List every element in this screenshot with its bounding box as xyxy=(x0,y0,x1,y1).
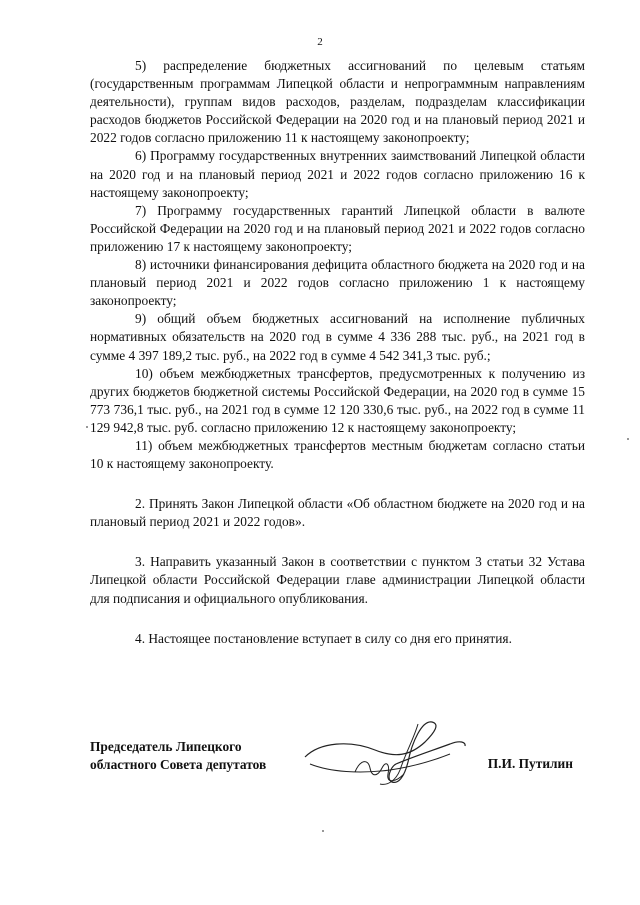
paragraph-8: 8) источники финансирования дефицита областного бюджета на 2020 год и на плановый период 2021 и 2022 годов согласно приложению 1 к настоящему законопроекту; xyxy=(90,257,585,309)
paragraph-10: 10) объем межбюджетных трансфертов, предусмотренных к получению из других бюджетов бюджетной системы Российской Федерации, на 2020 год в сумме 15 773 736,1 тыс. руб., на 2021 год в сумме 12 120 330,6 тыс. руб., на 2022 год в сумме 11 129 942,8 тыс. руб. согласно приложению 12 к настоящему законопроекту; xyxy=(90,365,585,435)
scan-speck xyxy=(627,438,629,440)
paragraph-5: 5) распределение бюджетных ассигнований по целевым статьям (государственным программам Липецкой области и непрограммным направлениям деятельности), группам видов расходов, разделам, подразделам классификации расходов бюджетов Российской Федерации на 2020 год и на плановый период 2021 и 2022 годов согласно приложению 11 к настоящему законопроекту; xyxy=(90,58,585,146)
signatory-title xyxy=(90,738,266,773)
item-4: 4. Настоящее постановление вступает в силу со дня его принятия. xyxy=(135,630,512,646)
page-number: 2 xyxy=(317,36,323,48)
scan-speck xyxy=(86,426,88,428)
paragraph-6: 6) Программу государственных внутренних заимствований Липецкой области на 2020 год и на плановый период 2021 и 2022 годов согласно приложению 16 к настоящему законопроекту; xyxy=(90,148,585,200)
item-2: 2. Принять Закон Липецкой области «Об областном бюджете на 2020 год и на плановый период 2021 и 2022 годов». xyxy=(90,496,585,530)
scan-speck xyxy=(322,830,324,832)
item-3: 3. Направить указанный Закон в соответствии с пунктом 3 статьи 32 Устава Липецкой области Российской Федерации главе администрации Липецкой области для подписания и официального опубликования. xyxy=(90,554,585,606)
signatory-title-line2: областного Совета депутатов xyxy=(90,756,267,772)
paragraph-11: 11) объем межбюджетных трансфертов местным бюджетам согласно статьи 10 к настоящему законопроекту. xyxy=(90,437,585,472)
paragraph-9: 9) общий объем бюджетных ассигнований на исполнение публичных нормативных обязательств на 2020 год в сумме 4 336 288 тыс. руб., на 2021 год в сумме 4 397 189,2 тыс. руб., на 2022 год в сумме 4 542 341,3 тыс. руб.; xyxy=(90,311,585,363)
document-body xyxy=(90,57,585,648)
handwritten-signature-icon xyxy=(300,712,470,792)
signatory-title-line1: Председатель Липецкого xyxy=(90,739,242,754)
paragraph-7: 7) Программу государственных гарантий Липецкой области в валюте Российской Федерации на 2020 год и на плановый период 2021 и 2022 годов согласно приложению 17 к настоящему законопроекту; xyxy=(90,202,585,254)
signatory-name: П.И. Путилин xyxy=(487,756,573,771)
